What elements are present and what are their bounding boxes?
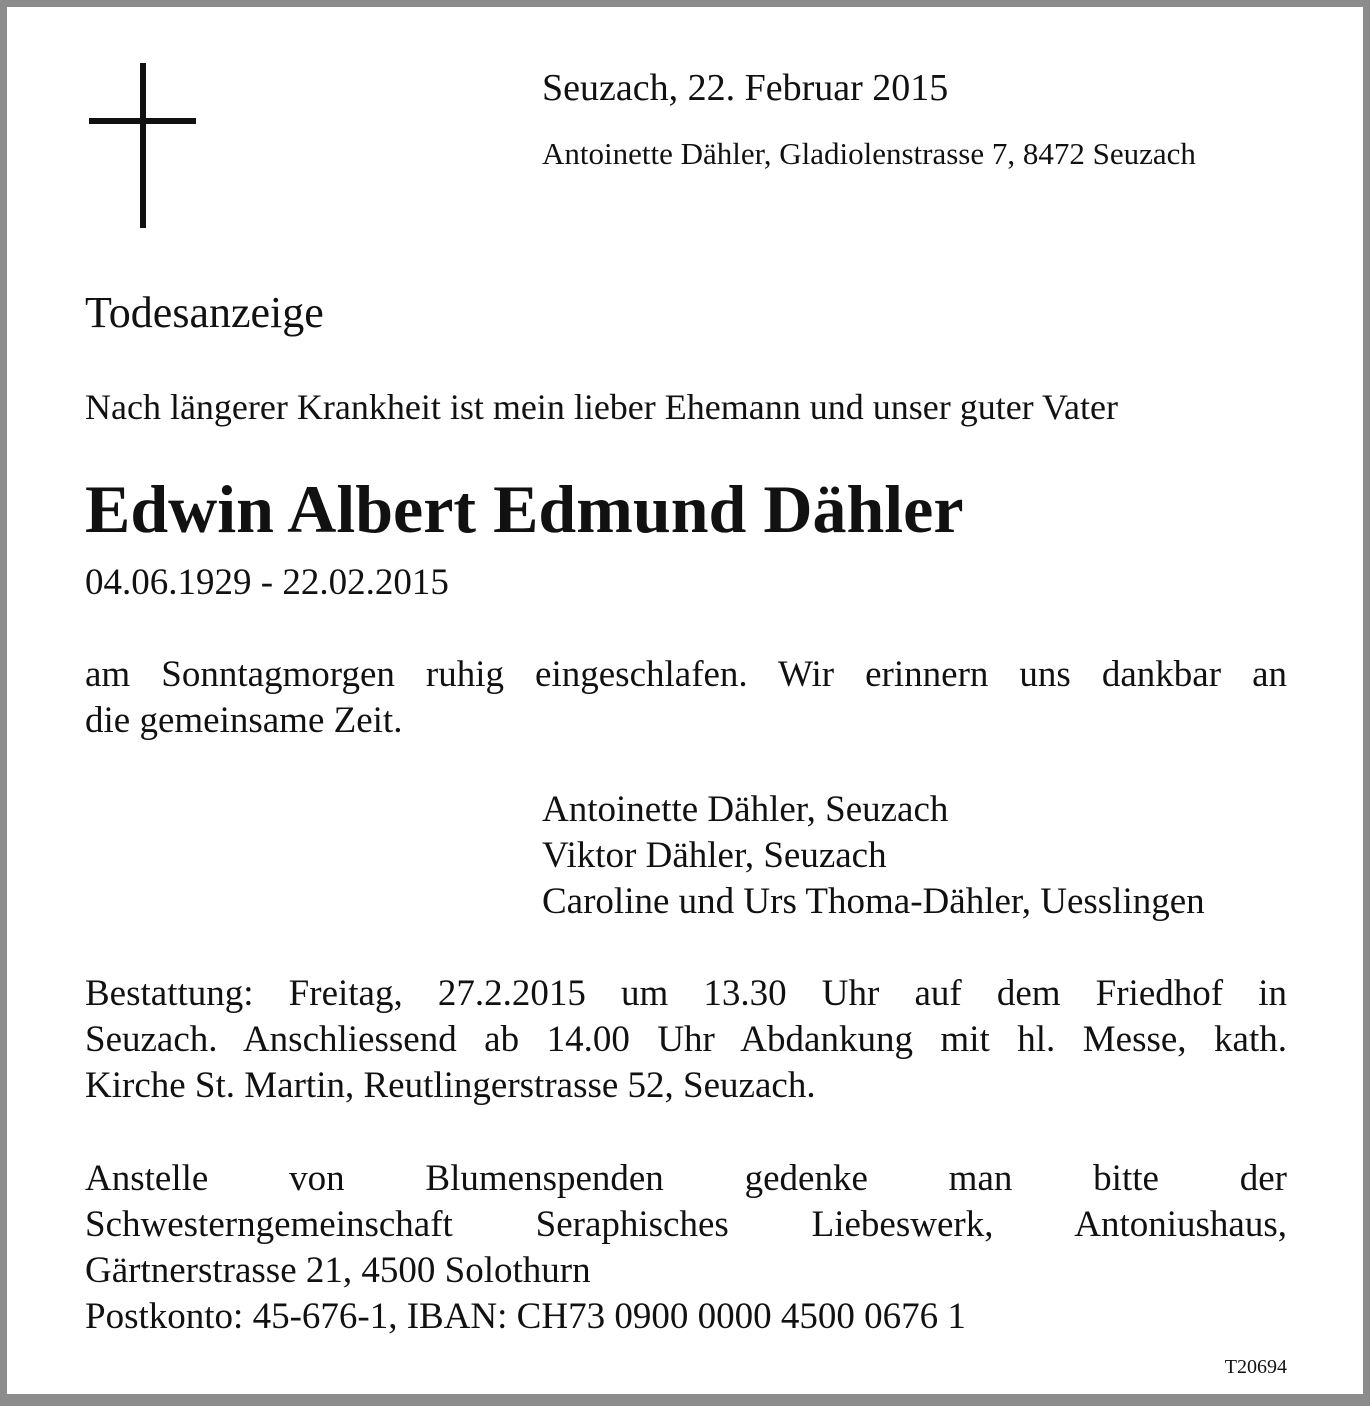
passing-line: die gemeinsame Zeit. <box>85 700 403 741</box>
donation-line: Gärtnerstrasse 21, 4500 Solothurn <box>85 1250 591 1291</box>
contact-address: Antoinette Dähler, Gladiolenstrasse 7, 8472 Seuzach <box>542 136 1196 171</box>
funeral-line: Bestattung: Freitag, 27.2.2015 um 13.30 Uhr auf dem Friedhof in <box>85 973 1287 1014</box>
place-date: Seuzach, 22. Februar 2015 <box>542 67 949 109</box>
mourner-entry: Caroline und Urs Thoma-Dähler, Uesslingen <box>542 881 1205 922</box>
notice-heading: Todesanzeige <box>85 288 324 337</box>
donation-line: Schwesterngemeinschaft Seraphisches Liebeswerk, Antoniushaus, <box>85 1204 1287 1245</box>
funeral-paragraph <box>85 971 1287 1109</box>
passing-paragraph <box>85 652 1287 744</box>
funeral-line: Kirche St. Martin, Reutlingerstrasse 52, Seuzach. <box>85 1065 816 1106</box>
mourner-entry: Viktor Dähler, Seuzach <box>542 835 887 876</box>
ad-code: T20694 <box>1224 1356 1287 1378</box>
donation-line: Anstelle von Blumenspenden gedenke man bitte der <box>85 1158 1287 1199</box>
funeral-line: Seuzach. Anschliessend ab 14.00 Uhr Abdankung mit hl. Messe, kath. <box>85 1019 1287 1060</box>
bank-details: Postkonto: 45-676-1, IBAN: CH73 0900 0000 4500 0676 1 <box>85 1296 966 1337</box>
deceased-name: Edwin Albert Edmund Dähler <box>85 471 964 547</box>
intro-text: Nach längerer Krankheit ist mein lieber Ehemann und unser guter Vater <box>85 387 1118 427</box>
donation-paragraph <box>85 1156 1287 1340</box>
mourners-list <box>542 787 1205 925</box>
passing-line: am Sonntagmorgen ruhig eingeschlafen. Wir erinnern uns dankbar an <box>85 654 1287 695</box>
mourner-entry: Antoinette Dähler, Seuzach <box>542 789 949 830</box>
life-dates: 04.06.1929 - 22.02.2015 <box>85 562 449 603</box>
